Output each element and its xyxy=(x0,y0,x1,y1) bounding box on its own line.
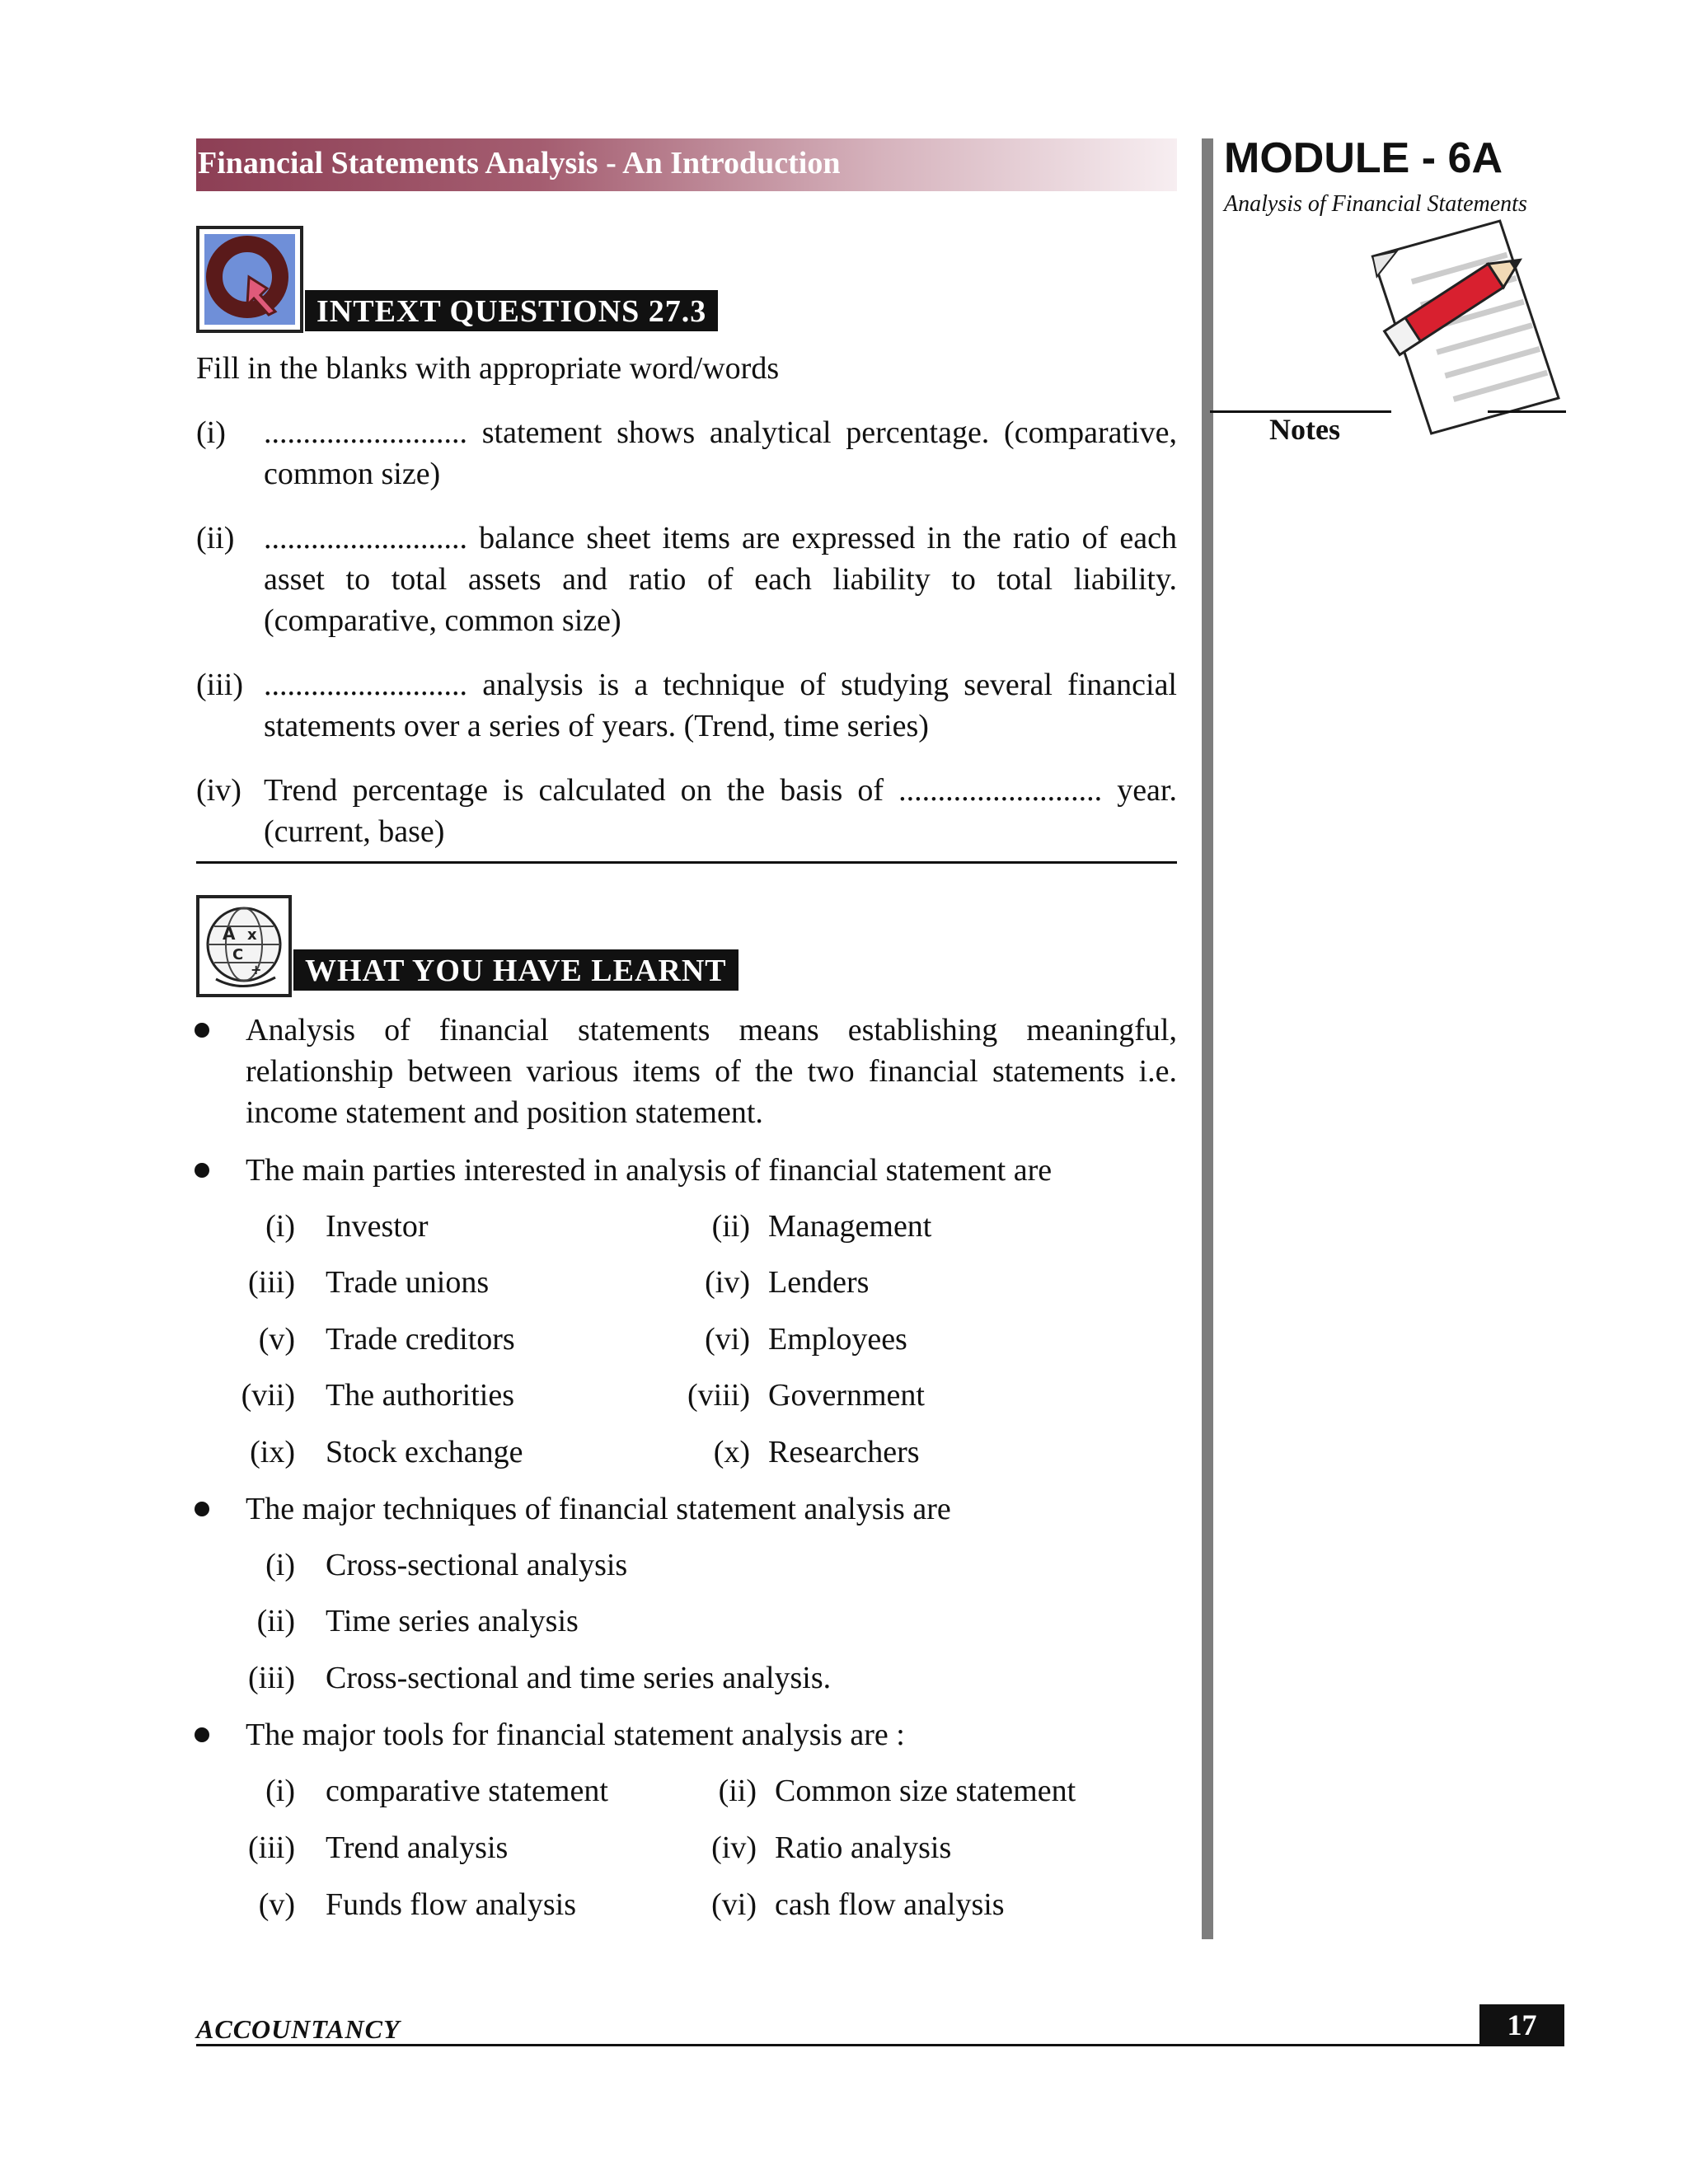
list-number: (iii) xyxy=(248,1265,295,1300)
list-number: (x) xyxy=(713,1435,750,1469)
page-number: 17 xyxy=(1479,2004,1564,2046)
list-item: Trade creditors xyxy=(326,1322,515,1357)
globe-abc-icon xyxy=(196,895,292,997)
list-item: cash flow analysis xyxy=(775,1887,1005,1922)
list-number: (vii) xyxy=(241,1378,295,1413)
list-item: Employees xyxy=(768,1322,907,1357)
question-number: (iii) xyxy=(196,668,243,702)
list-number: (ii) xyxy=(256,1604,295,1638)
list-item: Lenders xyxy=(768,1265,870,1300)
list-number: (v) xyxy=(258,1887,295,1922)
page-header-title: Financial Statements Analysis - An Introduction xyxy=(198,146,841,180)
instruction-text: Fill in the blanks with appropriate word/words xyxy=(196,351,780,386)
bullet-icon xyxy=(195,1502,209,1516)
bullet-icon xyxy=(195,1023,209,1038)
question-text: .......................... balance sheet items are expressed in the ratio of each asset to total assets and ratio of each liability to total liability. (comparative, common size) xyxy=(264,521,1177,638)
list-number: (iv) xyxy=(705,1265,750,1300)
list-number: (ii) xyxy=(718,1774,757,1808)
list-number: (iii) xyxy=(248,1661,295,1695)
question-icon xyxy=(196,226,303,333)
question-number: (i) xyxy=(196,415,226,450)
summary-point: The main parties interested in analysis of financial statement are xyxy=(246,1153,1053,1188)
list-item: Management xyxy=(768,1209,932,1244)
list-item: Ratio analysis xyxy=(775,1830,952,1865)
list-item: Funds flow analysis xyxy=(326,1887,576,1922)
list-number: (i) xyxy=(265,1548,295,1582)
svg-text:C: C xyxy=(232,946,244,963)
section-divider xyxy=(196,861,1177,864)
question-number: (iv) xyxy=(196,773,241,808)
bullet-icon xyxy=(195,1163,209,1178)
summary-point: The major techniques of financial statement analysis are xyxy=(246,1492,951,1526)
list-number: (ix) xyxy=(250,1435,295,1469)
pencil-paper-icon xyxy=(1364,213,1578,439)
list-item: Researchers xyxy=(768,1435,920,1469)
bullet-icon xyxy=(195,1727,209,1742)
list-item: comparative statement xyxy=(326,1774,608,1808)
question-number: (ii) xyxy=(196,521,235,555)
footer-subject: ACCOUNTANCY xyxy=(196,2014,401,2044)
list-item: The authorities xyxy=(326,1378,514,1413)
what-you-have-learnt-label: WHAT YOU HAVE LEARNT xyxy=(293,949,738,991)
svg-text:x: x xyxy=(247,926,257,944)
list-item: Government xyxy=(768,1378,925,1413)
intext-questions-label: INTEXT QUESTIONS 27.3 xyxy=(305,290,718,331)
list-item: Cross-sectional and time series analysis. xyxy=(326,1661,832,1695)
module-subtitle: Analysis of Financial Statements xyxy=(1224,191,1527,217)
question-text: Trend percentage is calculated on the basis of .......................... year. (current, base) xyxy=(264,773,1177,849)
svg-text:A: A xyxy=(223,924,236,944)
question-text: .......................... analysis is a technique of studying several financial statements over a series of years. (Trend, time series) xyxy=(264,668,1177,743)
question-text: .......................... statement shows analytical percentage. (comparative, common size) xyxy=(264,415,1177,491)
list-item: Cross-sectional analysis xyxy=(326,1548,628,1582)
list-number: (vi) xyxy=(705,1322,750,1357)
list-item: Time series analysis xyxy=(326,1604,579,1638)
svg-text:+: + xyxy=(251,962,262,977)
notes-label: Notes xyxy=(1269,413,1340,446)
list-item: Common size statement xyxy=(775,1774,1076,1808)
summary-point: Analysis of financial statements means establishing meaningful, relationship between various items of the two financial statements i.e. income statement and position statement. xyxy=(246,1013,1177,1130)
list-number: (ii) xyxy=(711,1209,750,1244)
margin-rail xyxy=(1202,138,1213,1939)
list-number: (i) xyxy=(265,1774,295,1808)
list-item: Trade unions xyxy=(326,1265,490,1300)
summary-point: The major tools for financial statement analysis are : xyxy=(246,1718,905,1752)
footer-rule xyxy=(196,2044,1564,2046)
list-number: (vi) xyxy=(711,1887,757,1922)
list-number: (iv) xyxy=(711,1830,757,1865)
list-item: Stock exchange xyxy=(326,1435,523,1469)
list-item: Trend analysis xyxy=(326,1830,509,1865)
list-number: (v) xyxy=(258,1322,295,1357)
list-number: (i) xyxy=(265,1209,295,1244)
list-item: Investor xyxy=(326,1209,429,1244)
list-number: (viii) xyxy=(687,1378,750,1413)
module-title: MODULE - 6A xyxy=(1224,134,1503,182)
notes-rule-right xyxy=(1488,410,1566,413)
list-number: (iii) xyxy=(248,1830,295,1865)
